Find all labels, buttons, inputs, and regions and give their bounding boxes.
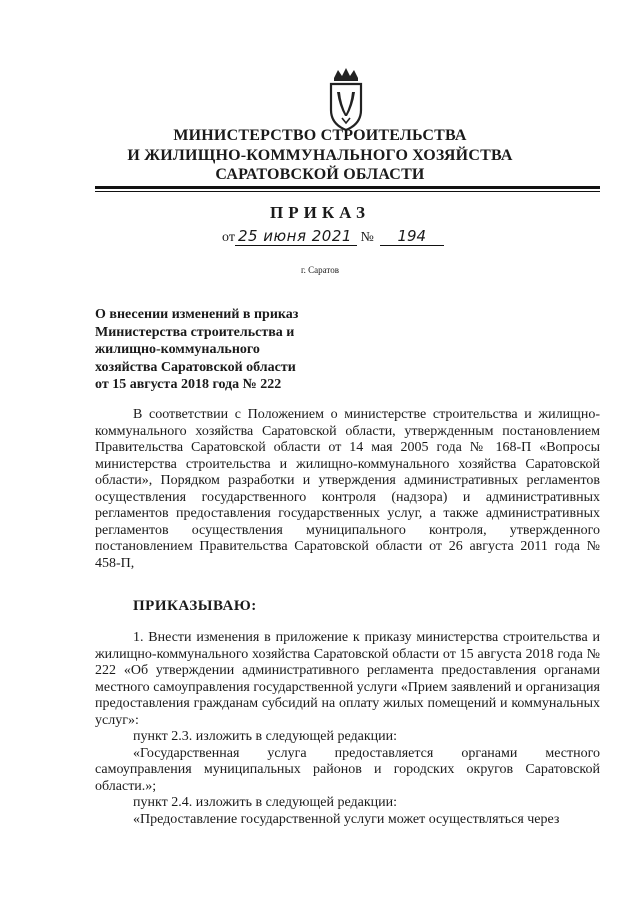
ministry-name-line-3: САРАТОВСКОЙ ОБЛАСТИ — [215, 166, 425, 183]
handwritten-date: 25 июня 2021 — [235, 228, 357, 246]
order-point-1: 1. Внести изменения в приложение к приказу министерства строительства и жилищно-коммунального хозяйства Саратовской области от 15 августа 2018 года № 222 «Об утверждении административного регламента предоставления органами местного самоуправления государственной услуги «Прием заявлений и организация предоставления гражданам субсидий на оплату жилых помещений и коммунальных услуг»: — [95, 630, 600, 728]
ministry-name-line-2: И ЖИЛИЩНО-КОММУНАЛЬНОГО ХОЗЯЙСТВА — [127, 147, 513, 164]
number-prefix: № — [360, 230, 374, 245]
subpoint-2-4-text: «Предоставление государственной услуги может осуществляться через — [133, 811, 560, 827]
date-prefix: от — [222, 230, 235, 245]
city-label: г. Саратов — [301, 265, 339, 275]
saratov-coat-of-arms-icon — [326, 66, 366, 132]
subject-line: О внесении изменений в приказ — [95, 307, 299, 322]
subject-line: хозяйства Саратовской области — [95, 359, 296, 375]
preamble-paragraph: В соответствии с Положением о министерстве строительства и жилищно-коммунального хозяйства Саратовской области, утвержденным постановлением Правительства Саратовской области от 14 мая 2005 года № 168-П «Вопросы министерства строительства и жилищно-коммунального хозяйства Саратовской области», Порядком разработки и утверждения административных регламентов осуществления государственного контроля (надзора) и административных регламентов предоставления государственных услуг, а также административных регламентов осуществления муниципального контроля, утвержденного постановлением Правительства Саратовской области от 26 августа 2011 года № 458-П, — [95, 407, 600, 571]
subpoint-2-3-label: пункт 2.3. изложить в следующей редакции: — [133, 729, 397, 744]
order-items — [95, 630, 600, 828]
header-divider-thin — [95, 191, 600, 192]
date-number-line — [222, 228, 444, 246]
subpoint-2-3-text: «Государственная услуга предоставляется органами местного самоуправления муниципальных районов и городских округов Саратовской области.»; — [95, 745, 600, 794]
order-verb: ПРИКАЗЫВАЮ: — [133, 598, 257, 614]
preamble-block — [95, 407, 600, 572]
subject-line: от 15 августа 2018 года № 222 — [95, 377, 282, 392]
handwritten-number: 194 — [380, 228, 444, 246]
subject-line: Министерства строительства и — [95, 324, 295, 340]
document-type-title: ПРИКАЗ — [270, 203, 370, 222]
ministry-name-line-1: МИНИСТЕРСТВО СТРОИТЕЛЬСТВА — [173, 127, 467, 144]
subpoint-2-4-label: пункт 2.4. изложить в следующей редакции: — [133, 795, 397, 810]
order-subject — [95, 306, 355, 394]
subject-line: жилищно-коммунального — [95, 342, 260, 357]
header-divider-thick — [95, 186, 600, 189]
